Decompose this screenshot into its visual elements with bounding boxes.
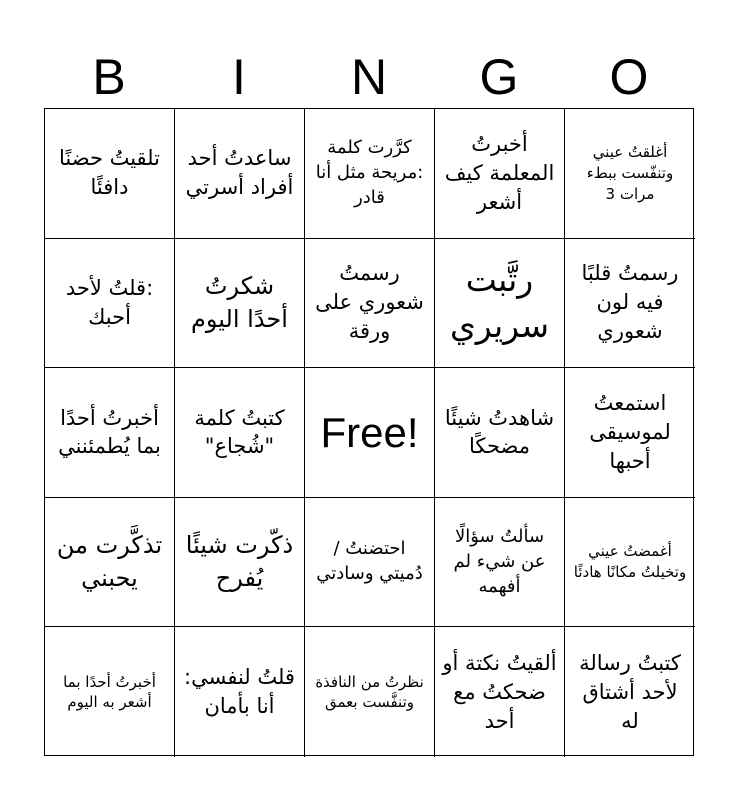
bingo-cell [175,239,305,369]
bingo-cell [435,368,565,498]
cell-text: سألتُ سؤالًا عن شيء لم أفهمه [453,525,546,597]
cell-text: أخبرتُ أحدًا بما أشعر به اليوم [63,672,156,712]
bingo-cell [175,368,305,498]
bingo-cell [45,239,175,369]
bingo-cell [175,627,305,757]
cell-text: ساعدتُ أحد أفراد أسرتي [185,146,294,200]
cell-text: نظرتُ من النافذة وتنفَّست بعمق [315,672,424,712]
cell-text: رتَّبت سريري [449,260,550,345]
cell-text: أخبرتُ أحدًا بما يُطمئنني [58,405,161,459]
cell-text: شكرتُ أحدًا اليوم [191,271,288,333]
header-letter-n: N [350,49,388,105]
bingo-cell [565,498,695,628]
bingo-cell [45,627,175,757]
cell-text: ذكّرت شيئًا يُفرح [185,530,294,593]
cell-text: شاهدتُ شيئًا مضحكًا [444,405,555,459]
free-space-label: Free! [320,408,419,456]
cell-text: كرَّرت كلمة :مريحة مثل أنا قادر [315,137,424,208]
bingo-cell [565,627,695,757]
header-letter-o: O [609,49,649,105]
cell-text: ألقيتُ نكتة أو ضحكتُ مع أحد [442,650,557,733]
bingo-cell [565,109,695,239]
free-space [305,368,435,498]
cell-text: أخبرتُ المعلمة كيف أشعر [444,131,555,214]
bingo-cell [45,368,175,498]
cell-text: كتبتُ رسالة لأحد أشتاق له [579,650,681,733]
bingo-cell [175,109,305,239]
bingo-cell [435,498,565,628]
bingo-cell [435,109,565,239]
bingo-cell [305,498,435,628]
bingo-cell [305,239,435,369]
bingo-cell [565,368,695,498]
header-letter-b: B [92,49,126,105]
cell-text: رسمتُ قلبًا فيه لون شعوري [581,261,679,344]
bingo-grid [44,108,694,756]
cell-text: احتضنتُ / دُميتي وسادتي [316,538,423,585]
bingo-cell [435,627,565,757]
cell-text: تلقيتُ حضنًا دافئًا [59,146,160,200]
bingo-cell [45,498,175,628]
cell-text: قلتُ لنفسي: أنا بأمان [184,665,295,719]
header-letter-i: I [232,49,246,105]
cell-text: أغلقتُ عيني وتنفّست ببطء مرات 3 [586,143,674,203]
bingo-cell [45,109,175,239]
bingo-header [44,48,694,106]
cell-text: كتبتُ كلمة "شُجاع" [194,405,285,459]
bingo-cell [175,498,305,628]
cell-text: استمعتُ لموسيقى أحبها [589,391,671,473]
bingo-cell [305,109,435,239]
cell-text: تذكَّرت من يحبني [56,530,163,593]
bingo-cell [305,627,435,757]
cell-text: رسمتُ شعوري على ورقة [315,261,424,344]
header-letter-g: G [479,49,519,105]
bingo-cell [435,239,565,369]
bingo-cell [565,239,695,369]
cell-text: أغمضتُ عيني وتخيلتُ مكانًا هادئًا [573,542,687,582]
cell-text: :قلتُ لأحد أحبك [65,275,154,329]
